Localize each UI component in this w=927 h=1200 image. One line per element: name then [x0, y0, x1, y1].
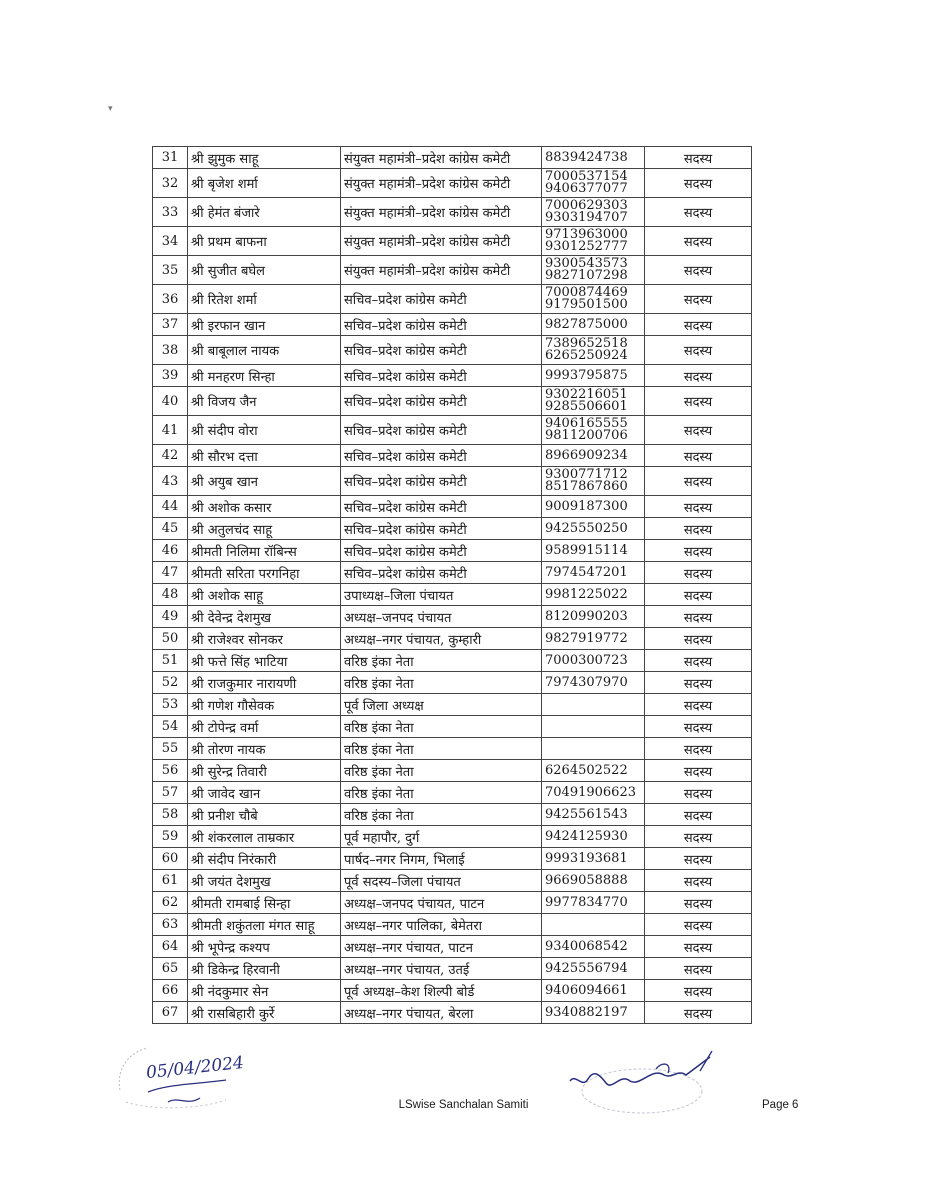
phone-number: 9811200706 [545, 428, 628, 443]
phone-cell [542, 365, 645, 387]
status-cell: सदस्य [645, 387, 752, 416]
status-cell: सदस्य [645, 914, 752, 936]
member-name-cell: श्री तोरण नायक [188, 738, 341, 760]
status-cell: सदस्य [645, 198, 752, 227]
table-row [153, 467, 752, 496]
status-cell: सदस्य [645, 1002, 752, 1024]
phone-cell [542, 826, 645, 848]
table-row [153, 826, 752, 848]
status-cell: सदस्य [645, 980, 752, 1002]
phone-number: 9300543573 [545, 256, 628, 271]
scan-mark: ▾ [108, 104, 113, 114]
status-cell: सदस्य [645, 694, 752, 716]
table-row [153, 782, 752, 804]
table-row [153, 738, 752, 760]
serial-number-cell: 32 [153, 169, 188, 198]
status-cell: सदस्य [645, 958, 752, 980]
handwritten-date: 05/04/2024 [145, 1052, 245, 1084]
status-cell: सदस्य [645, 336, 752, 365]
designation-cell: सचिव–प्रदेश कांग्रेस कमेटी [341, 336, 542, 365]
phone-cell [542, 958, 645, 980]
designation-cell: वरिष्ठ इंका नेता [341, 650, 542, 672]
serial-number-cell: 35 [153, 256, 188, 285]
table-row [153, 716, 752, 738]
phone-number: 9406094661 [545, 982, 628, 998]
table-row [153, 285, 752, 314]
table-row [153, 256, 752, 285]
designation-cell: उपाध्यक्ष–जिला पंचायत [341, 584, 542, 606]
phone-cell [542, 416, 645, 445]
status-cell: सदस्य [645, 314, 752, 336]
member-name-cell: श्री शंकरलाल ताम्रकार [188, 826, 341, 848]
table-row [153, 445, 752, 467]
designation-cell: वरिष्ठ इंका नेता [341, 782, 542, 804]
serial-number-cell: 36 [153, 285, 188, 314]
phone-number: 9009187300 [545, 498, 628, 514]
table-row [153, 848, 752, 870]
phone-number: 9993193681 [545, 850, 628, 866]
phone-number: 9285506601 [545, 399, 628, 414]
phone-cell [542, 314, 645, 336]
phone-cell [542, 936, 645, 958]
member-name-cell: श्री गणेश गौसेवक [188, 694, 341, 716]
member-name-cell: श्री हेमंत बंजारे [188, 198, 341, 227]
serial-number-cell: 54 [153, 716, 188, 738]
phone-cell [542, 256, 645, 285]
status-cell: सदस्य [645, 936, 752, 958]
phone-number: 9340068542 [545, 938, 628, 954]
phone-number: 9981225022 [545, 586, 628, 602]
phone-cell [542, 285, 645, 314]
designation-cell: पार्षद–नगर निगम, भिलाई [341, 848, 542, 870]
member-name-cell: श्री बाबूलाल नायक [188, 336, 341, 365]
serial-number-cell: 47 [153, 562, 188, 584]
table-row [153, 169, 752, 198]
serial-number-cell: 60 [153, 848, 188, 870]
member-name-cell: श्री इरफान खान [188, 314, 341, 336]
table-row [153, 628, 752, 650]
serial-number-cell: 64 [153, 936, 188, 958]
table-row [153, 387, 752, 416]
phone-number: 9340882197 [545, 1004, 628, 1020]
serial-number-cell: 57 [153, 782, 188, 804]
phone-number: 9669058888 [545, 872, 628, 888]
designation-cell: वरिष्ठ इंका नेता [341, 804, 542, 826]
serial-number-cell: 55 [153, 738, 188, 760]
designation-cell: सचिव–प्रदेश कांग्रेस कमेटी [341, 540, 542, 562]
phone-cell [542, 760, 645, 782]
phone-cell [542, 198, 645, 227]
member-name-cell: श्री रितेश शर्मा [188, 285, 341, 314]
signature-graphic [560, 1045, 740, 1125]
phone-number: 8517867860 [545, 479, 628, 494]
phone-cell [542, 694, 645, 716]
designation-cell: वरिष्ठ इंका नेता [341, 716, 542, 738]
phone-number: 9424125930 [545, 828, 628, 844]
serial-number-cell: 65 [153, 958, 188, 980]
table-row [153, 496, 752, 518]
phone-number: 9300771712 [545, 467, 628, 482]
phone-cell [542, 628, 645, 650]
phone-cell [542, 496, 645, 518]
phone-cell [542, 848, 645, 870]
phone-cell [542, 672, 645, 694]
phone-cell [542, 562, 645, 584]
table-row [153, 980, 752, 1002]
designation-cell: अध्यक्ष–नगर पंचायत, बेरला [341, 1002, 542, 1024]
table-row [153, 650, 752, 672]
phone-number: 7000874469 [545, 285, 628, 300]
phone-number: 8966909234 [545, 447, 628, 463]
designation-cell: संयुक्त महामंत्री–प्रदेश कांग्रेस कमेटी [341, 227, 542, 256]
table-row [153, 870, 752, 892]
phone-number: 9425561543 [545, 806, 628, 822]
designation-cell: सचिव–प्रदेश कांग्रेस कमेटी [341, 496, 542, 518]
phone-number: 9302216051 [545, 387, 628, 402]
member-name-cell: श्रीमती सरिता परगनिहा [188, 562, 341, 584]
designation-cell: अध्यक्ष–नगर पालिका, बेमेतरा [341, 914, 542, 936]
footer-committee-name: LSwise Sanchalan Samiti [398, 1099, 529, 1111]
serial-number-cell: 44 [153, 496, 188, 518]
table-row [153, 606, 752, 628]
status-cell: सदस्य [645, 169, 752, 198]
member-name-cell: श्री मनहरण सिन्हा [188, 365, 341, 387]
serial-number-cell: 41 [153, 416, 188, 445]
member-name-cell: श्री अशोक कसार [188, 496, 341, 518]
page-number: Page 6 [762, 1099, 799, 1111]
designation-cell: पूर्व सदस्य–जिला पंचायत [341, 870, 542, 892]
table-row [153, 584, 752, 606]
status-cell: सदस्य [645, 227, 752, 256]
phone-cell [542, 1002, 645, 1024]
phone-cell [542, 716, 645, 738]
phone-cell [542, 227, 645, 256]
phone-number: 9301252777 [545, 239, 628, 254]
serial-number-cell: 61 [153, 870, 188, 892]
member-name-cell: श्री अशोक साहू [188, 584, 341, 606]
phone-number: 9713963000 [545, 227, 628, 242]
status-cell: सदस्य [645, 562, 752, 584]
serial-number-cell: 51 [153, 650, 188, 672]
phone-number: 9425550250 [545, 520, 628, 536]
serial-number-cell: 62 [153, 892, 188, 914]
designation-cell: अध्यक्ष–नगर पंचायत, पाटन [341, 936, 542, 958]
phone-cell [542, 650, 645, 672]
member-name-cell: श्री संदीप वोरा [188, 416, 341, 445]
phone-number: 7000537154 [545, 169, 628, 184]
serial-number-cell: 33 [153, 198, 188, 227]
designation-cell: पूर्व महापौर, दुर्ग [341, 826, 542, 848]
designation-cell: संयुक्त महामंत्री–प्रदेश कांग्रेस कमेटी [341, 198, 542, 227]
member-name-cell: श्री टोपेन्द्र वर्मा [188, 716, 341, 738]
phone-number: 70491906623 [545, 784, 636, 800]
status-cell: सदस्य [645, 518, 752, 540]
table-row [153, 694, 752, 716]
phone-cell [542, 540, 645, 562]
member-name-cell: श्री राजेश्वर सोनकर [188, 628, 341, 650]
member-name-cell: श्री सौरभ दत्ता [188, 445, 341, 467]
serial-number-cell: 53 [153, 694, 188, 716]
phone-number: 9425556794 [545, 960, 628, 976]
phone-number: 9303194707 [545, 210, 628, 225]
status-cell: सदस्य [645, 628, 752, 650]
table-row [153, 672, 752, 694]
status-cell: सदस्य [645, 445, 752, 467]
designation-cell: सचिव–प्रदेश कांग्रेस कमेटी [341, 562, 542, 584]
serial-number-cell: 31 [153, 147, 188, 169]
phone-cell [542, 738, 645, 760]
serial-number-cell: 66 [153, 980, 188, 1002]
member-name-cell: श्री विजय जैन [188, 387, 341, 416]
member-name-cell: श्री डिकेन्द्र हिरवानी [188, 958, 341, 980]
phone-number: 9589915114 [545, 542, 628, 558]
phone-number: 9827919772 [545, 630, 628, 646]
status-cell: सदस्य [645, 584, 752, 606]
phone-number: 7389652518 [545, 336, 628, 351]
serial-number-cell: 45 [153, 518, 188, 540]
designation-cell: सचिव–प्रदेश कांग्रेस कमेटी [341, 314, 542, 336]
phone-cell [542, 147, 645, 169]
phone-number: 9406377077 [545, 181, 628, 196]
phone-number: 8839424738 [545, 149, 628, 165]
table-row [153, 1002, 752, 1024]
table-row [153, 562, 752, 584]
serial-number-cell: 49 [153, 606, 188, 628]
status-cell: सदस्य [645, 716, 752, 738]
designation-cell: अध्यक्ष–जनपद पंचायत, पाटन [341, 892, 542, 914]
phone-cell [542, 467, 645, 496]
designation-cell: सचिव–प्रदेश कांग्रेस कमेटी [341, 387, 542, 416]
serial-number-cell: 37 [153, 314, 188, 336]
phone-number: 9827875000 [545, 316, 628, 332]
table-row [153, 314, 752, 336]
table-row [153, 416, 752, 445]
status-cell: सदस्य [645, 606, 752, 628]
phone-number: 9406165555 [545, 416, 628, 431]
status-cell: सदस्य [645, 804, 752, 826]
status-cell: सदस्य [645, 848, 752, 870]
serial-number-cell: 50 [153, 628, 188, 650]
phone-number: 7974307970 [545, 674, 628, 690]
status-cell: सदस्य [645, 892, 752, 914]
status-cell: सदस्य [645, 365, 752, 387]
phone-cell [542, 606, 645, 628]
serial-number-cell: 63 [153, 914, 188, 936]
serial-number-cell: 52 [153, 672, 188, 694]
phone-number: 7000300723 [545, 652, 628, 668]
phone-number: 9993795875 [545, 367, 628, 383]
status-cell: सदस्य [645, 416, 752, 445]
member-name-cell: श्री राजकुमार नारायणी [188, 672, 341, 694]
phone-cell [542, 914, 645, 936]
table-row [153, 227, 752, 256]
status-cell: सदस्य [645, 147, 752, 169]
phone-number: 6265250924 [545, 348, 628, 363]
member-name-cell: श्री अयुब खान [188, 467, 341, 496]
table-row [153, 336, 752, 365]
member-name-cell: श्री बृजेश शर्मा [188, 169, 341, 198]
designation-cell: सचिव–प्रदेश कांग्रेस कमेटी [341, 467, 542, 496]
designation-cell: अध्यक्ष–नगर पंचायत, कुम्हारी [341, 628, 542, 650]
designation-cell: वरिष्ठ इंका नेता [341, 672, 542, 694]
status-cell: सदस्य [645, 738, 752, 760]
designation-cell: पूर्व जिला अध्यक्ष [341, 694, 542, 716]
member-name-cell: श्री देवेन्द्र देशमुख [188, 606, 341, 628]
status-cell: सदस्य [645, 540, 752, 562]
phone-number: 9179501500 [545, 297, 628, 312]
member-name-cell: श्री भूपेन्द्र कश्यप [188, 936, 341, 958]
table-row [153, 804, 752, 826]
status-cell: सदस्य [645, 870, 752, 892]
table-row [153, 892, 752, 914]
member-name-cell: श्री जावेद खान [188, 782, 341, 804]
member-name-cell: श्री जयंत देशमुख [188, 870, 341, 892]
phone-cell [542, 336, 645, 365]
designation-cell: संयुक्त महामंत्री–प्रदेश कांग्रेस कमेटी [341, 256, 542, 285]
designation-cell: सचिव–प्रदेश कांग्रेस कमेटी [341, 365, 542, 387]
member-name-cell: श्री फत्ते सिंह भाटिया [188, 650, 341, 672]
phone-cell [542, 892, 645, 914]
table-row [153, 936, 752, 958]
member-name-cell: श्रीमती शकुंतला मंगत साहू [188, 914, 341, 936]
signature-with-stamp [560, 1045, 740, 1125]
status-cell: सदस्य [645, 285, 752, 314]
phone-cell [542, 518, 645, 540]
member-name-cell: श्री संदीप निरंकारी [188, 848, 341, 870]
serial-number-cell: 39 [153, 365, 188, 387]
phone-number: 7974547201 [545, 564, 628, 580]
table-row [153, 365, 752, 387]
serial-number-cell: 42 [153, 445, 188, 467]
serial-number-cell: 56 [153, 760, 188, 782]
designation-cell: सचिव–प्रदेश कांग्रेस कमेटी [341, 518, 542, 540]
designation-cell: संयुक्त महामंत्री–प्रदेश कांग्रेस कमेटी [341, 169, 542, 198]
serial-number-cell: 38 [153, 336, 188, 365]
serial-number-cell: 46 [153, 540, 188, 562]
phone-number: 9827107298 [545, 268, 628, 283]
serial-number-cell: 34 [153, 227, 188, 256]
designation-cell: पूर्व अध्यक्ष–केश शिल्पी बोर्ड [341, 980, 542, 1002]
phone-cell [542, 387, 645, 416]
designation-cell: अध्यक्ष–नगर पंचायत, उतई [341, 958, 542, 980]
serial-number-cell: 43 [153, 467, 188, 496]
status-cell: सदस्य [645, 650, 752, 672]
phone-cell [542, 445, 645, 467]
phone-number: 7000629303 [545, 198, 628, 213]
designation-cell: सचिव–प्रदेश कांग्रेस कमेटी [341, 445, 542, 467]
member-name-cell: श्री प्रथम बाफना [188, 227, 341, 256]
status-cell: सदस्य [645, 826, 752, 848]
member-name-cell: श्री अतुलचंद साहू [188, 518, 341, 540]
designation-cell: संयुक्त महामंत्री–प्रदेश कांग्रेस कमेटी [341, 147, 542, 169]
member-name-cell: श्रीमती निलिमा रॉबिन्स [188, 540, 341, 562]
status-cell: सदस्य [645, 760, 752, 782]
member-name-cell: श्री रासबिहारी कुर्रे [188, 1002, 341, 1024]
table-row [153, 198, 752, 227]
designation-cell: सचिव–प्रदेश कांग्रेस कमेटी [341, 285, 542, 314]
member-table [152, 146, 752, 1024]
serial-number-cell: 58 [153, 804, 188, 826]
member-name-cell: श्री प्रनीश चौबे [188, 804, 341, 826]
serial-number-cell: 48 [153, 584, 188, 606]
designation-cell: वरिष्ठ इंका नेता [341, 760, 542, 782]
phone-cell [542, 804, 645, 826]
designation-cell: सचिव–प्रदेश कांग्रेस कमेटी [341, 416, 542, 445]
phone-cell [542, 782, 645, 804]
status-cell: सदस्य [645, 256, 752, 285]
member-name-cell: श्री सुरेन्द्र तिवारी [188, 760, 341, 782]
table-row [153, 760, 752, 782]
phone-cell [542, 870, 645, 892]
status-cell: सदस्य [645, 467, 752, 496]
serial-number-cell: 40 [153, 387, 188, 416]
phone-number: 6264502522 [545, 762, 628, 778]
designation-cell: अध्यक्ष–जनपद पंचायत [341, 606, 542, 628]
status-cell: सदस्य [645, 672, 752, 694]
table-row [153, 914, 752, 936]
phone-cell [542, 169, 645, 198]
phone-cell [542, 980, 645, 1002]
member-name-cell: श्रीमती रामबाई सिन्हा [188, 892, 341, 914]
member-name-cell: श्री सुजीत बघेल [188, 256, 341, 285]
status-cell: सदस्य [645, 782, 752, 804]
member-table-body [153, 147, 752, 1024]
phone-number: 9977834770 [545, 894, 628, 910]
phone-number: 8120990203 [545, 608, 628, 624]
serial-number-cell: 67 [153, 1002, 188, 1024]
table-row [153, 540, 752, 562]
table-row [153, 958, 752, 980]
table-row [153, 147, 752, 169]
serial-number-cell: 59 [153, 826, 188, 848]
table-row [153, 518, 752, 540]
status-cell: सदस्य [645, 496, 752, 518]
member-name-cell: श्री नंदकुमार सेन [188, 980, 341, 1002]
designation-cell: वरिष्ठ इंका नेता [341, 738, 542, 760]
phone-cell [542, 584, 645, 606]
member-name-cell: श्री झुमुक साहू [188, 147, 341, 169]
